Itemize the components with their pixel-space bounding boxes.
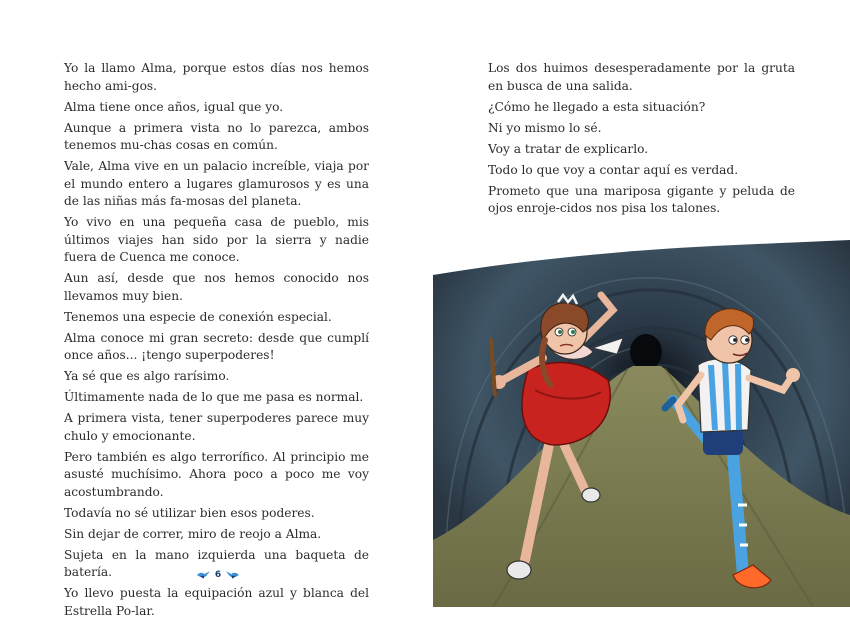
tunnel-chase-illustration: [433, 240, 850, 607]
page-number: 6: [214, 570, 222, 580]
paragraph: Vale, Alma vive en un palacio increíble, viaja por el mundo entero a lugares glamurosos y es una de las niñas más fa-mosas del planeta.: [64, 159, 369, 208]
left-text-column: [64, 60, 369, 624]
paragraph: Alma tiene once años, igual que yo.: [64, 99, 284, 114]
paragraph: Los dos huimos desesperadamente por la gruta en busca de una salida.: [488, 61, 795, 93]
paragraph: Tenemos una especie de conexión especial.: [64, 309, 332, 324]
paragraph: Prometo que una mariposa gigante y peluda de ojos enroje-cidos nos pisa los talones.: [488, 183, 795, 215]
paragraph: Sujeta en la mano izquierda una baqueta de batería.: [64, 547, 369, 579]
right-text-column: [488, 60, 795, 221]
left-page: [0, 0, 425, 618]
paragraph: Ya sé que es algo rarísimo.: [64, 369, 230, 383]
paragraph: Aunque a primera vista no lo parezca, ambos tenemos mu-chas cosas en común.: [64, 120, 369, 152]
paragraph: ¿Cómo he llegado a esta situación?: [488, 99, 706, 114]
paragraph: Voy a tratar de explicarlo.: [488, 141, 649, 156]
paragraph: Yo llevo puesta la equipación azul y blanca del Estrella Po-lar.: [64, 586, 369, 618]
paragraph: Últimamente nada de lo que me pasa es normal.: [64, 390, 364, 404]
paragraph: Todavía no sé utilizar bien esos poderes.: [64, 505, 315, 520]
paragraph: A primera vista, tener superpoderes parece muy chulo y emocionante.: [64, 411, 369, 443]
paragraph: Aun así, desde que nos hemos conocido nos llevamos muy bien.: [64, 271, 369, 303]
paragraph: Yo vivo en una pequeña casa de pueblo, mis últimos viajes han sido por la sierra y nadie fuera de Cuenca me conoce.: [64, 215, 369, 264]
illustration-artwork: [433, 240, 850, 607]
paragraph: Pero también es algo terrorífico. Al principio me asusté muchísimo. Ahora poco a poco me voy acostumbrando.: [64, 449, 369, 499]
paragraph: Alma conoce mi gran secreto: desde que cumplí once años... ¡tengo superpoderes!: [64, 330, 369, 362]
paragraph: Yo la llamo Alma, porque estos días nos hemos hecho ami-gos.: [64, 61, 369, 93]
paragraph: Todo lo que voy a contar aquí es verdad.: [488, 162, 739, 177]
page-number-folio: [196, 568, 240, 582]
swallow-icon: [196, 570, 211, 580]
right-page: [425, 0, 850, 607]
swallow-icon: [225, 570, 240, 580]
paragraph: Ni yo mismo lo sé.: [488, 120, 602, 135]
paragraph: Sin dejar de correr, miro de reojo a Alma.: [64, 526, 322, 541]
tunnel-end: [630, 334, 662, 370]
